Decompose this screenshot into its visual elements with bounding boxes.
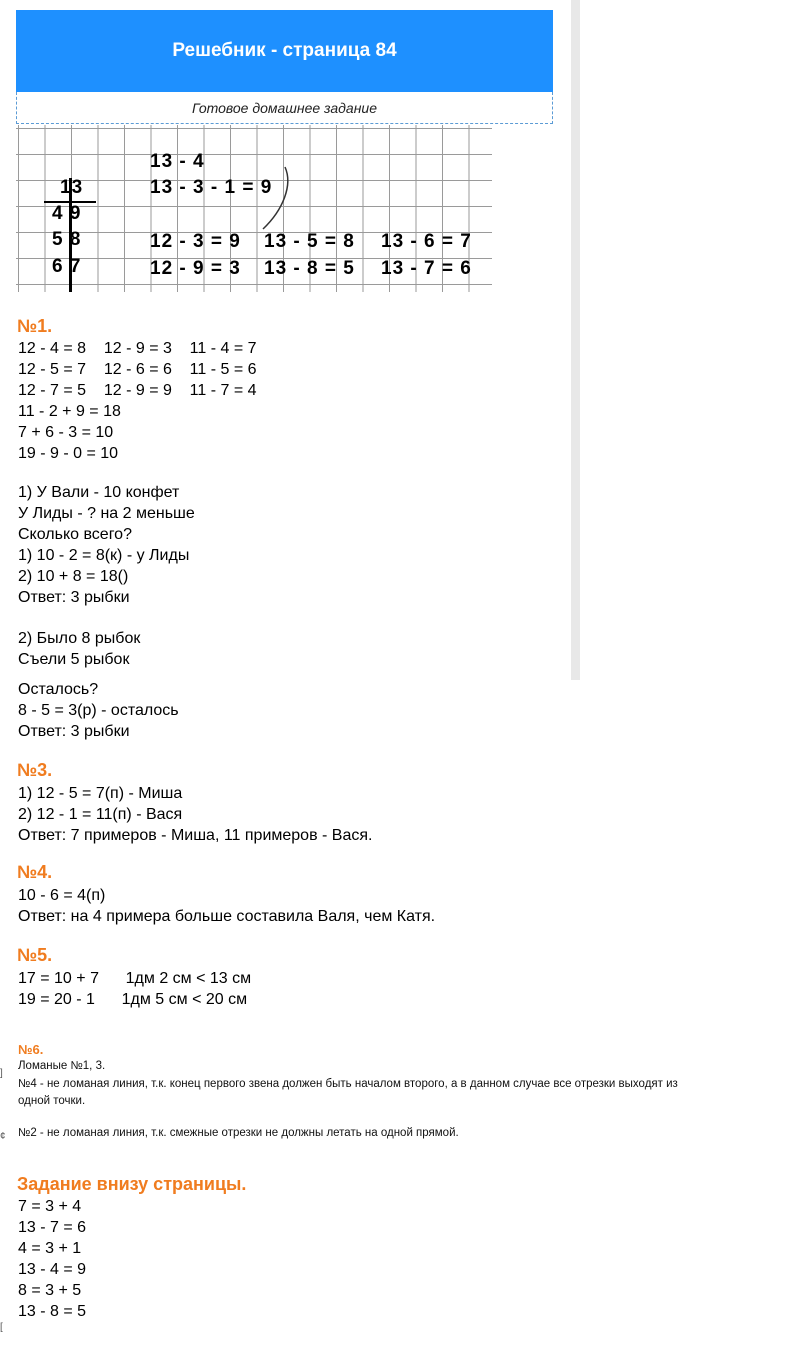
task-line: 12 - 5 = 7 12 - 6 = 6 11 - 5 = 6 — [18, 361, 257, 378]
task-line: 1) 12 - 5 = 7(п) - Миша — [18, 785, 183, 802]
grid-text: 4 9 — [52, 203, 82, 224]
task-line: Ответ: 7 примеров - Миша, 11 примеров - Вася. — [18, 827, 373, 844]
task-line: №4 - не ломаная линия, т.к. конец первого звена должен быть началом второго, а в данном случае все отрезки выходят из — [18, 1078, 678, 1090]
task-line: 12 - 7 = 5 12 - 9 = 9 11 - 7 = 4 — [18, 382, 257, 399]
task-line: 13 - 7 = 6 — [18, 1219, 87, 1236]
task-line: Ломаные №1, 3. — [18, 1060, 106, 1072]
task-line: 10 - 6 = 4(п) — [18, 887, 106, 904]
task-heading: №6. — [18, 1042, 44, 1057]
task-line: 1) 10 - 2 = 8(к) - у Лиды — [18, 547, 190, 564]
grid-text: 13 — [60, 177, 84, 198]
task-line: Ответ: 3 рыбки — [18, 589, 130, 606]
edge-mark: ¢ — [0, 1131, 6, 1142]
task-heading: №3. — [17, 760, 53, 780]
task-line: 1) У Вали - 10 конфет — [18, 484, 180, 501]
task-line: №2 - не ломаная линия, т.к. смежные отрезки не должны летать на одной прямой. — [18, 1127, 459, 1139]
grid-text: 5 8 — [52, 229, 82, 250]
grid-text: 12 - 3 = 9 — [150, 231, 241, 252]
grid-text: 13 - 7 = 6 — [381, 258, 472, 279]
grid-text: 12 - 9 = 3 — [150, 258, 241, 279]
task-line: 17 = 10 + 7 1дм 2 см < 13 см — [18, 970, 252, 987]
task-line: Сколько всего? — [18, 526, 132, 543]
task-line: одной точки. — [18, 1095, 86, 1107]
task-line: 8 = 3 + 5 — [18, 1282, 82, 1299]
task-line: 13 - 4 = 9 — [18, 1261, 87, 1278]
scrollbar[interactable] — [571, 0, 580, 680]
task-line: 12 - 4 = 8 12 - 9 = 3 11 - 4 = 7 — [18, 340, 257, 357]
grid-text: 13 - 3 - 1 = 9 — [150, 177, 273, 198]
page-title: Решебник - страница 84 — [16, 10, 553, 92]
task-heading: Задание внизу страницы. — [17, 1174, 247, 1194]
task-heading: №5. — [17, 945, 53, 965]
task-line: 19 - 9 - 0 = 10 — [18, 445, 119, 462]
edge-mark: [ — [0, 1322, 3, 1333]
task-heading: №1. — [17, 316, 53, 336]
task-line: 2) 12 - 1 = 11(п) - Вася — [18, 806, 183, 823]
grid-text: 6 7 — [52, 256, 82, 277]
edge-mark: ] — [0, 1068, 3, 1079]
task-line: 19 = 20 - 1 1дм 5 см < 20 см — [18, 991, 248, 1008]
task-line: У Лиды - ? на 2 меньше — [18, 505, 195, 522]
task-line: 7 + 6 - 3 = 10 — [18, 424, 114, 441]
task-line: 13 - 8 = 5 — [18, 1303, 87, 1320]
grid-text: 13 - 6 = 7 — [381, 231, 472, 252]
grid-text: 13 - 5 = 8 — [264, 231, 355, 252]
grid-arc-mark — [255, 165, 295, 235]
grid-text: 13 - 4 — [150, 151, 205, 172]
task-line: 2) 10 + 8 = 18() — [18, 568, 129, 585]
task-line: 11 - 2 + 9 = 18 — [18, 403, 121, 420]
task-line: Осталось? — [18, 681, 99, 698]
task-line: 2) Было 8 рыбок — [18, 630, 141, 647]
page-subtitle: Готовое домашнее задание — [16, 92, 553, 124]
task-line: Ответ: на 4 примера больше составила Валя, чем Катя. — [18, 908, 436, 925]
task-line: 8 - 5 = 3(р) - осталось — [18, 702, 179, 719]
grid-text: 13 - 8 = 5 — [264, 258, 355, 279]
task-heading: №4. — [17, 862, 53, 882]
task-line: Съели 5 рыбок — [18, 651, 130, 668]
task-line: 7 = 3 + 4 — [18, 1198, 82, 1215]
task-line: 4 = 3 + 1 — [18, 1240, 82, 1257]
task-line: Ответ: 3 рыбки — [18, 723, 130, 740]
